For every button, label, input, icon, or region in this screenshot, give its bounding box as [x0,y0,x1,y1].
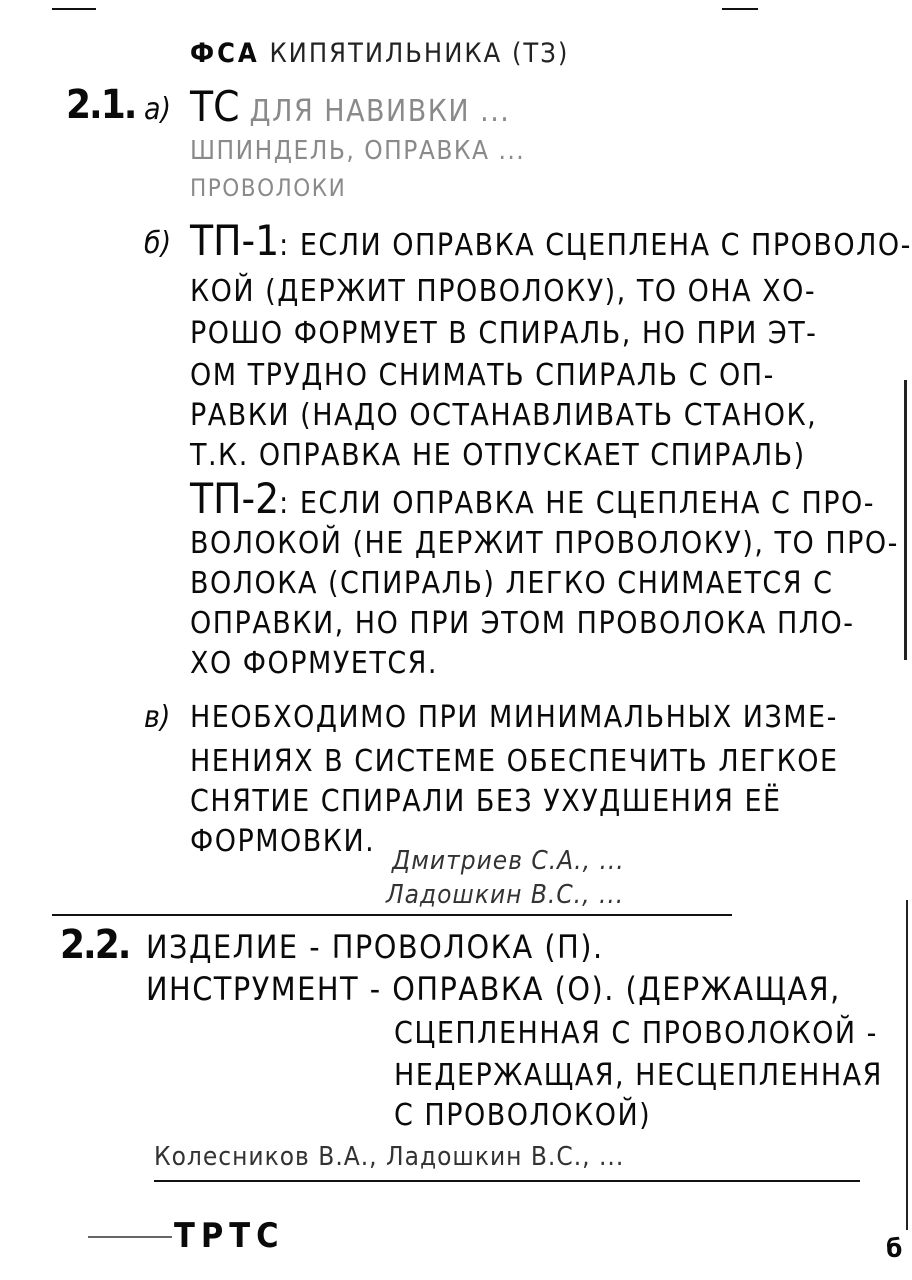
s22-line5: С ПРОВОЛОКОЙ) [394,1098,652,1133]
item-v-line1: НЕОБХОДИМО ПРИ МИНИМАЛЬНЫХ ИЗМЕ- [190,700,838,735]
tp2-line2: ВОЛОКОЙ (НЕ ДЕРЖИТ ПРОВОЛОКУ), ТО ПРО- [190,526,899,561]
signature-line-2: Ладошкин В.С., ... [386,880,625,910]
header-bold: ФСА [190,38,260,69]
item-a-line2: ШПИНДЕЛЬ, ОПРАВКА ... [190,136,526,166]
item-v-line4: ФОРМОВКИ. [190,824,376,859]
footer-label: ТРТС [174,1216,285,1256]
crop-mark-left [52,8,96,10]
tp2-line1-text: : ЕСЛИ ОПРАВКА НЕ СЦЕПЛЕНА С ПРО- [279,486,876,521]
s22-line2: ИНСТРУМЕНТ - ОПРАВКА (О). (ДЕРЖАЩАЯ, [146,970,841,1008]
tp1-line3: РОШО ФОРМУЕТ В СПИРАЛЬ, НО ПРИ ЭТ- [190,316,818,351]
tp1-line1-text: : ЕСЛИ ОПРАВКА СЦЕПЛЕНА С ПРОВОЛО- [279,228,912,263]
term-tp1: ТП-1 [190,216,280,265]
signature-s22: Колесников В.А., Ладошкин В.С., ... [154,1142,625,1172]
section-number-2-2: 2.2. [60,922,130,968]
tp1-line5: РАВКИ (НАДО ОСТАНАВЛИВАТЬ СТАНОК, [190,398,818,433]
tp2-line5: ХО ФОРМУЕТСЯ. [190,646,438,681]
header-title: КИПЯТИЛЬНИКА (ТЗ) [269,38,570,69]
s22-line1: ИЗДЕЛИЕ - ПРОВОЛОКА (П). [146,928,604,966]
footer-lead-line [88,1236,172,1238]
term-tc: ТС [190,82,240,131]
item-a-line1 [190,82,510,131]
signature-underline [154,1180,860,1182]
section-number-2-1: 2.1. [66,82,136,128]
tp1-line6: Т.К. ОПРАВКА НЕ ОТПУСКАЕТ СПИРАЛЬ) [190,438,806,473]
s22-line3: СЦЕПЛЕННАЯ С ПРОВОЛОКОЙ - [394,1016,878,1051]
tp1-line2: КОЙ (ДЕРЖИТ ПРОВОЛОКУ), ТО ОНА ХО- [190,274,817,309]
s22-line4: НЕДЕРЖАЩАЯ, НЕСЦЕПЛЕННАЯ [394,1058,883,1093]
edge-mark-2 [906,900,908,1230]
tp1-line4: ОМ ТРУДНО СНИМАТЬ СПИРАЛЬ С ОП- [190,358,775,393]
signature-line-1: Дмитриев С.А., ... [392,846,625,876]
tp2-line4: ОПРАВКИ, НО ПРИ ЭТОМ ПРОВОЛОКА ПЛО- [190,606,855,641]
tp2-line3: ВОЛОКА (СПИРАЛЬ) ЛЕГКО СНИМАЕТСЯ С [190,566,834,601]
page-header [190,38,569,69]
tp1-line1 [190,216,912,265]
page-mark: б [886,1234,903,1264]
item-a-line3: ПРОВОЛОКИ [190,174,347,202]
item-v-line2: НЕНИЯХ В СИСТЕМЕ ОБЕСПЕЧИТЬ ЛЕГКОЕ [190,744,839,779]
item-b-mark: б) [144,226,172,261]
item-v-mark: в) [144,700,171,735]
section-divider [52,914,732,916]
term-tp2: ТП-2 [190,474,280,523]
item-v-line3: СНЯТИЕ СПИРАЛИ БЕЗ УХУДШЕНИЯ ЕЁ [190,784,782,819]
tp2-line1 [190,474,875,523]
item-a-mark: а) [144,92,172,127]
crop-mark-right [722,8,758,10]
edge-mark-1 [904,380,907,660]
item-a-line1-text: ДЛЯ НАВИВКИ ... [249,94,511,129]
